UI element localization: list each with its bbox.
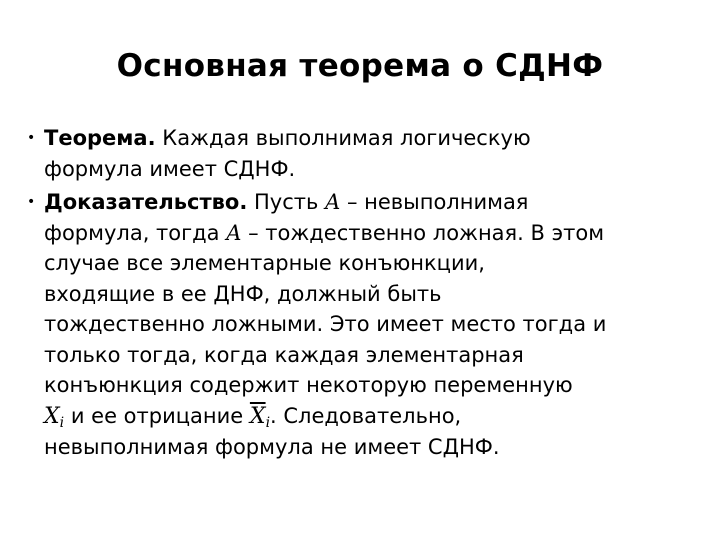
proof-text-8a: и ее отрицание: [70, 403, 244, 428]
proof-text-2a: формула, тогда: [44, 220, 220, 245]
proof-paragraph: [27, 187, 684, 463]
variable-subscript: i: [59, 414, 65, 431]
slide-body: [27, 123, 684, 466]
proof-line-3: случае все элементарные конъюнкции,: [44, 251, 485, 275]
variable-x: X: [44, 403, 60, 429]
proof-line-5: тождественно ложными. Это имеет место тогда и: [44, 312, 607, 336]
proof-line-2: [44, 218, 684, 249]
proof-line-6: только тогда, когда каждая элементарная: [44, 342, 524, 367]
proof-line-8: [44, 401, 684, 433]
theorem-text-1: Каждая выполнимая логическую: [162, 126, 531, 150]
variable-a: A: [325, 190, 341, 214]
proof-line-7: конъюнкция содержит некоторую переменную: [44, 373, 573, 397]
theorem-label: Теорема.: [44, 126, 156, 150]
theorem-line-2: формула имеет СДНФ.: [44, 156, 296, 181]
proof-text-1b: – невыполнимая: [346, 190, 529, 214]
bullet-icon: •: [27, 194, 36, 210]
theorem-paragraph: [27, 123, 684, 184]
proof-line-1: [44, 187, 684, 218]
proof-text-2b: – тождественно ложная. В этом: [248, 220, 605, 245]
theorem-line-1: [44, 123, 684, 154]
variable-a: A: [226, 220, 242, 245]
proof-text-8b: . Следовательно,: [270, 403, 462, 428]
proof-line-9: невыполнимая формула не имеет СДНФ.: [44, 435, 500, 459]
slide-title: Основная теорема о СДНФ: [116, 48, 604, 84]
bullet-icon: •: [27, 130, 36, 146]
variable-x-i: [44, 404, 64, 429]
proof-label: Доказательство.: [44, 190, 248, 214]
variable-subscript: i: [265, 414, 271, 431]
proof-line-4: входящие в ее ДНФ, должный быть: [44, 281, 442, 306]
variable-x-negated: $\overline{X}$: [249, 403, 266, 429]
variable-x-i-negation: [250, 404, 270, 429]
proof-text-1a: Пусть: [254, 190, 319, 214]
